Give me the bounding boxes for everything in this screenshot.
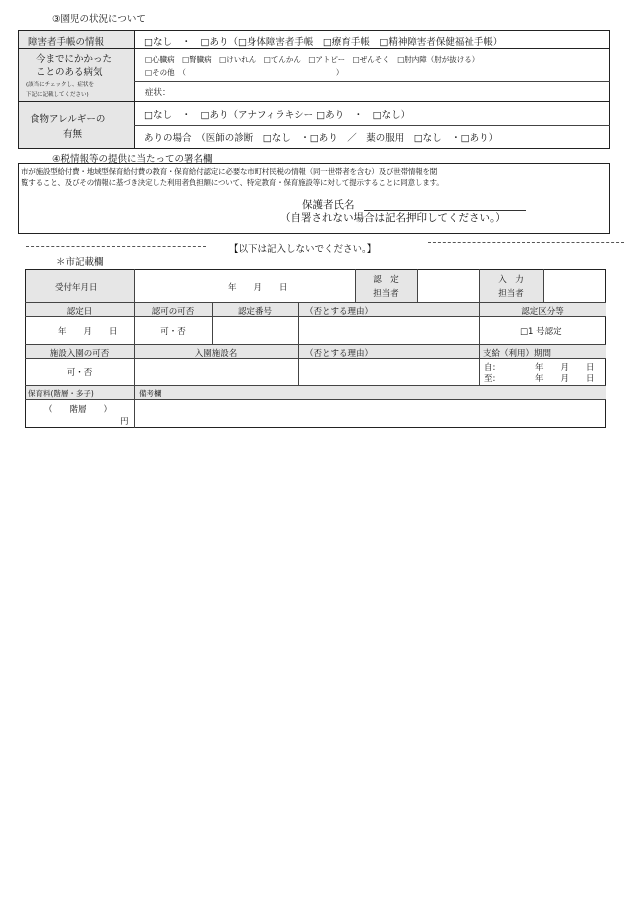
office-notice: 【以下は記入しないでください。】 — [229, 244, 377, 255]
cert-category-value[interactable]: □1 号認定 — [520, 327, 562, 337]
allergy-detail-options[interactable]: ありの場合 （医師の診断 □なし ・□あり ／ 薬の服用 □なし ・□あり） — [144, 133, 499, 144]
facility-name-label: 入園施設名 — [194, 349, 238, 359]
facility-approval-label: 施設入園の可否 — [49, 349, 110, 359]
payment-period-label: 支給（利用）期間 — [483, 349, 552, 359]
cert-approval-label: 認可の可否 — [151, 307, 195, 317]
period-to-label: 至: — [484, 374, 496, 384]
cert-number-label: 認定番号 — [237, 307, 272, 317]
allergy-label-line2: 有無 — [63, 129, 83, 140]
divider-right — [428, 242, 624, 243]
fee-yen: 円 — [120, 417, 129, 427]
illness-note-line2: 下記に記載してください) — [26, 92, 89, 98]
fee-tier[interactable]: （ 階層 ） — [44, 405, 113, 415]
illness-label-line1: 今までにかかった — [36, 54, 113, 65]
section3-heading: ③園児の状況について — [52, 14, 146, 25]
guardian-name-label: 保護者氏名 — [302, 199, 355, 211]
reason-label-2: （否とする理由） — [305, 349, 374, 359]
input-staff-label-1: 入 力 — [498, 275, 524, 285]
period-from-value[interactable]: 年 月 日 — [535, 363, 595, 373]
cert-date-label: 認定日 — [66, 307, 93, 317]
period-from-label: 自: — [484, 363, 496, 373]
consent-text-line2: 覧すること、及びその情報に基づき決定した利用者負担額について、特定教育・保育施設等に対して提示することに同意します。 — [21, 178, 444, 187]
illness-options-line2[interactable]: □その他 （ ） — [145, 68, 344, 77]
cert-staff-label-1: 認 定 — [373, 275, 399, 285]
cert-date-value[interactable]: 年 月 日 — [58, 327, 118, 337]
allergy-options[interactable]: □なし ・ □あり（アナフィラキシー □あり ・ □なし） — [144, 110, 411, 121]
input-staff-label-2: 担当者 — [498, 289, 524, 299]
seal-note: （自署されない場合は記名押印してください。） — [280, 212, 506, 224]
received-date-label: 受付年月日 — [55, 283, 98, 293]
cert-staff-label-2: 担当者 — [373, 289, 399, 299]
symptom-label: 症状： — [145, 88, 171, 98]
cert-category-label: 認定区分等 — [521, 307, 564, 317]
section4-heading: ④税情報等の提供に当たっての署名欄 — [52, 154, 213, 165]
period-to-value[interactable]: 年 月 日 — [535, 374, 595, 384]
received-date-value[interactable]: 年 月 日 — [228, 283, 288, 293]
disability-label: 障害者手帳の情報 — [28, 37, 105, 48]
allergy-label-line1: 食物アレルギーの — [30, 114, 106, 125]
facility-approval-value[interactable]: 可・否 — [66, 368, 93, 378]
illness-label-line2: ことのある病気 — [36, 67, 103, 78]
reason-label: （否とする理由） — [305, 307, 374, 317]
fee-label: 保育料(階層・多子) — [28, 389, 94, 398]
illness-options-line1[interactable]: □心臓病 □腎臓病 □けいれん □てんかん □アトピー □ぜんそく □肘内障（肘が抜ける） — [145, 55, 480, 64]
illness-note-line1: (該当にチェックし、症状を — [26, 82, 94, 88]
disability-options[interactable]: □なし ・ □あり（□身体障害者手帳 □療育手帳 □精神障害者保健福祉手帳） — [144, 37, 503, 48]
consent-text-line1: 市が施設型給付費・地域型保育給付費の教育・保育給付認定に必要な市町村民税の情報（同一世帯者を含む）及び世帯情報を閲 — [21, 167, 438, 176]
cert-approval-value[interactable]: 可・否 — [160, 327, 186, 337]
divider-left — [26, 246, 206, 247]
office-section-label: ＊市記載欄 — [56, 257, 104, 268]
remarks-label: 備考欄 — [139, 389, 162, 398]
